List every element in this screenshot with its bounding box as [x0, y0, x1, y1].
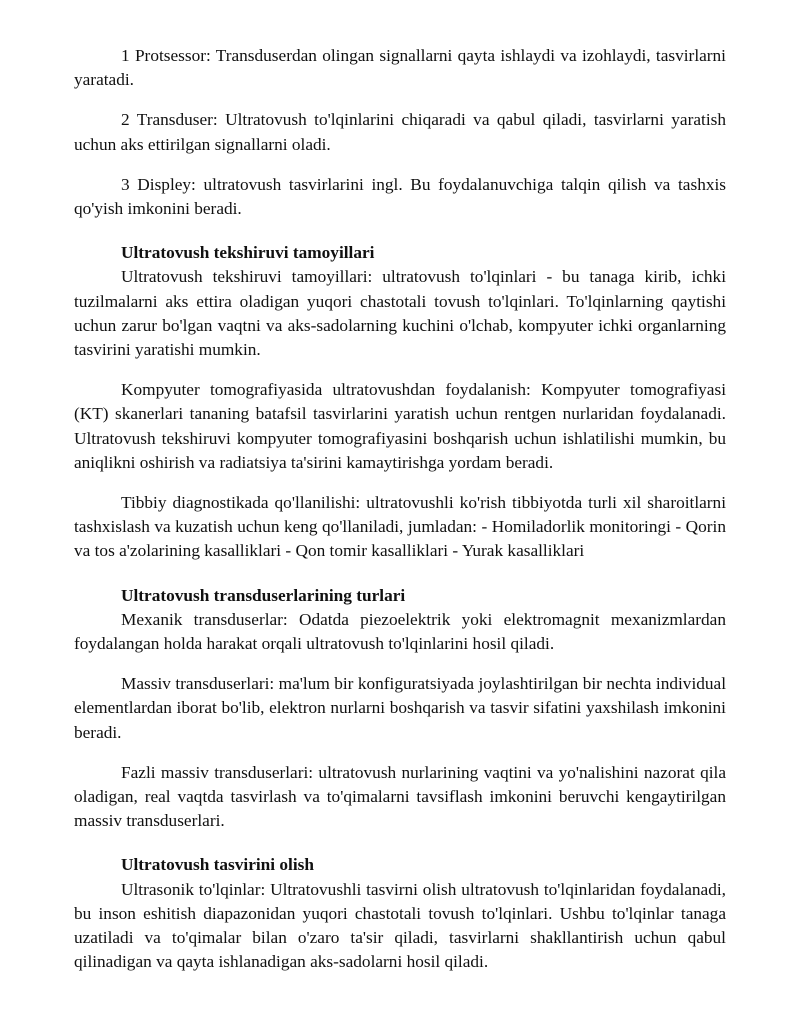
section-heading-principles: Ultratovush tekshiruvi tamoyillari: [121, 243, 375, 263]
paragraph-principles: Ultratovush tekshiruvi tamoyillari: ultratovush to'lqinlari - bu tanaga kirib, ichki tuzilmalarni aks ettira oladigan yuqori chastotali tovush to'lqinlari. To'lqinlarning qaytishi uchun zarur bo'lgan vaqtni va aks-sadolarning kuchini o'lchab, kompyuter ichki organlarning tasvirini yaratishi mumkin.: [74, 267, 726, 360]
section-heading-image-acquisition: Ultratovush tasvirini olish: [121, 855, 314, 875]
section-heading-transducer-types: Ultratovush transduserlarining turlari: [121, 585, 406, 605]
paragraph-mechanical-transducers: Mexanik transduserlar: Odatda piezoelektrik yoki elektromagnit mexanizmlardan foydalangan holda harakat orqali ultratovush to'lqinlarini hosil qiladi.: [74, 609, 726, 654]
paragraph-medical-diagnostics: Tibbiy diagnostikada qo'llanilishi: ultratovushli ko'rish tibbiyotda turli xil sharoitlarni tashxislash va kuzatish uchun keng qo'llaniladi, jumladan: - Homiladorlik monitoringi - Qorin va tos a'zolarining kasalliklari - Qon tomir kasalliklari - Yurak kasalliklari: [74, 493, 726, 561]
paragraph-phased-array-transducers: Fazli massiv transduserlari: ultratovush nurlarining vaqtini va yo'nalishini nazorat qila oladigan, real vaqtda tasvirlash va to'qimalarni tavsiflash imkonini beruvchi kengaytirilgan massiv transduserlari.: [74, 762, 726, 831]
paragraph-array-transducers: Massiv transduserlari: ma'lum bir konfiguratsiyada joylashtirilgan bir nechta individual elementlardan iborat bo'lib, elektron nurlarni boshqarish va tasvir sifatini yaxshilash imkonini beradi.: [74, 674, 726, 742]
paragraph-ultrasonic-waves: Ultrasonik to'lqinlar: Ultratovushli tasvirni olish ultratovush to'lqinlaridan foydalanadi, bu inson eshitish diapazonidan yuqori chastotali tovush to'lqinlari. Ushbu to'lqinlar tanaga uzatiladi va to'qimalar bilan o'zaro ta'sir qiladi, tasvirlarni shakllantirish uchun qabul qilinadigan va qayta ishlanadigan aks-sadolarni hosil qiladi.: [74, 879, 726, 972]
paragraph-ct-usage: Kompyuter tomografiyasida ultratovushdan foydalanish: Kompyuter tomografiyasi (KT) skanerlari tananing batafsil tasvirlarini yaratish uchun rentgen nurlaridan foydalanadi. Ultratovush tekshiruvi kompyuter tomografiyasini boshqarish uchun ishlatilishi mumkin, bu aniqlikni oshirish va radiatsiya ta'sirini kamaytirishga yordam beradi.: [74, 380, 726, 472]
paragraph-processor: 1 Protsessor: Transduserdan olingan signallarni qayta ishlaydi va izohlaydi, tasvirlarni yaratadi.: [74, 46, 726, 90]
paragraph-display: 3 Displey: ultratovush tasvirlarini ingl. Bu foydalanuvchiga talqin qilish va tashxis qo'yish imkonini beradi.: [74, 174, 726, 219]
paragraph-transducer: 2 Transduser: Ultratovush to'lqinlarini chiqaradi va qabul qiladi, tasvirlarni yaratish uchun aks ettirilgan signallarni oladi.: [74, 110, 726, 154]
